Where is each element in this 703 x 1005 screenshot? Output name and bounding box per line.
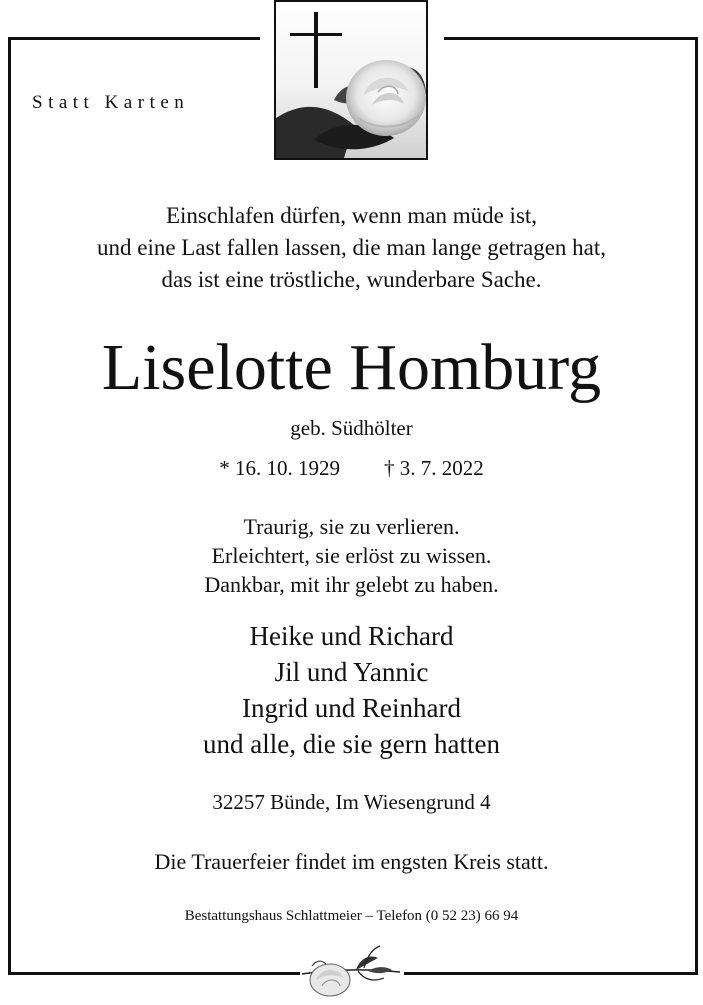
frame-line-bottom-left	[8, 972, 300, 975]
frame-line-top-right	[444, 37, 698, 40]
quote-line: das ist eine tröstliche, wunderbare Sache.	[161, 267, 542, 292]
statt-karten-label: Statt Karten	[32, 92, 190, 113]
frame-line-left	[8, 37, 11, 975]
mourners-block	[0, 618, 703, 762]
rose-icon	[298, 944, 406, 1000]
mourner-line: Ingrid und Reinhard	[242, 693, 461, 723]
birth-date: * 16. 10. 1929	[219, 456, 340, 480]
frame-line-top-left	[8, 37, 260, 40]
cross-and-rose-icon	[274, 0, 428, 160]
quote-block	[0, 200, 703, 296]
mourner-line: und alle, die sie gern hatten	[203, 729, 500, 759]
ceremony-note: Die Trauerfeier findet im engsten Kreis statt.	[154, 849, 549, 874]
address: 32257 Bünde, Im Wiesengrund 4	[212, 790, 491, 814]
death-date: † 3. 7. 2022	[384, 456, 484, 480]
funeral-home-contact: Bestattungshaus Schlattmeier – Telefon (0 52 23) 66 94	[184, 908, 519, 924]
saying-line: Erleichtert, sie erlöst zu wissen.	[211, 543, 492, 568]
quote-line: Einschlafen dürfen, wenn man müde ist,	[165, 203, 538, 228]
saying-line: Traurig, sie zu verlieren.	[243, 514, 460, 539]
life-dates	[0, 455, 703, 481]
frame-line-right	[695, 37, 698, 975]
birth-name: geb. Südhölter	[290, 416, 413, 440]
quote-line: und eine Last fallen lassen, die man lange getragen hat,	[97, 235, 606, 260]
mourner-line: Jil und Yannic	[274, 657, 429, 687]
frame-line-bottom-right	[404, 972, 698, 975]
mourner-line: Heike und Richard	[249, 621, 454, 651]
saying-block	[0, 512, 703, 599]
saying-line: Dankbar, mit ihr gelebt zu haben.	[204, 572, 499, 597]
deceased-name: Liselotte Homburg	[101, 331, 602, 404]
